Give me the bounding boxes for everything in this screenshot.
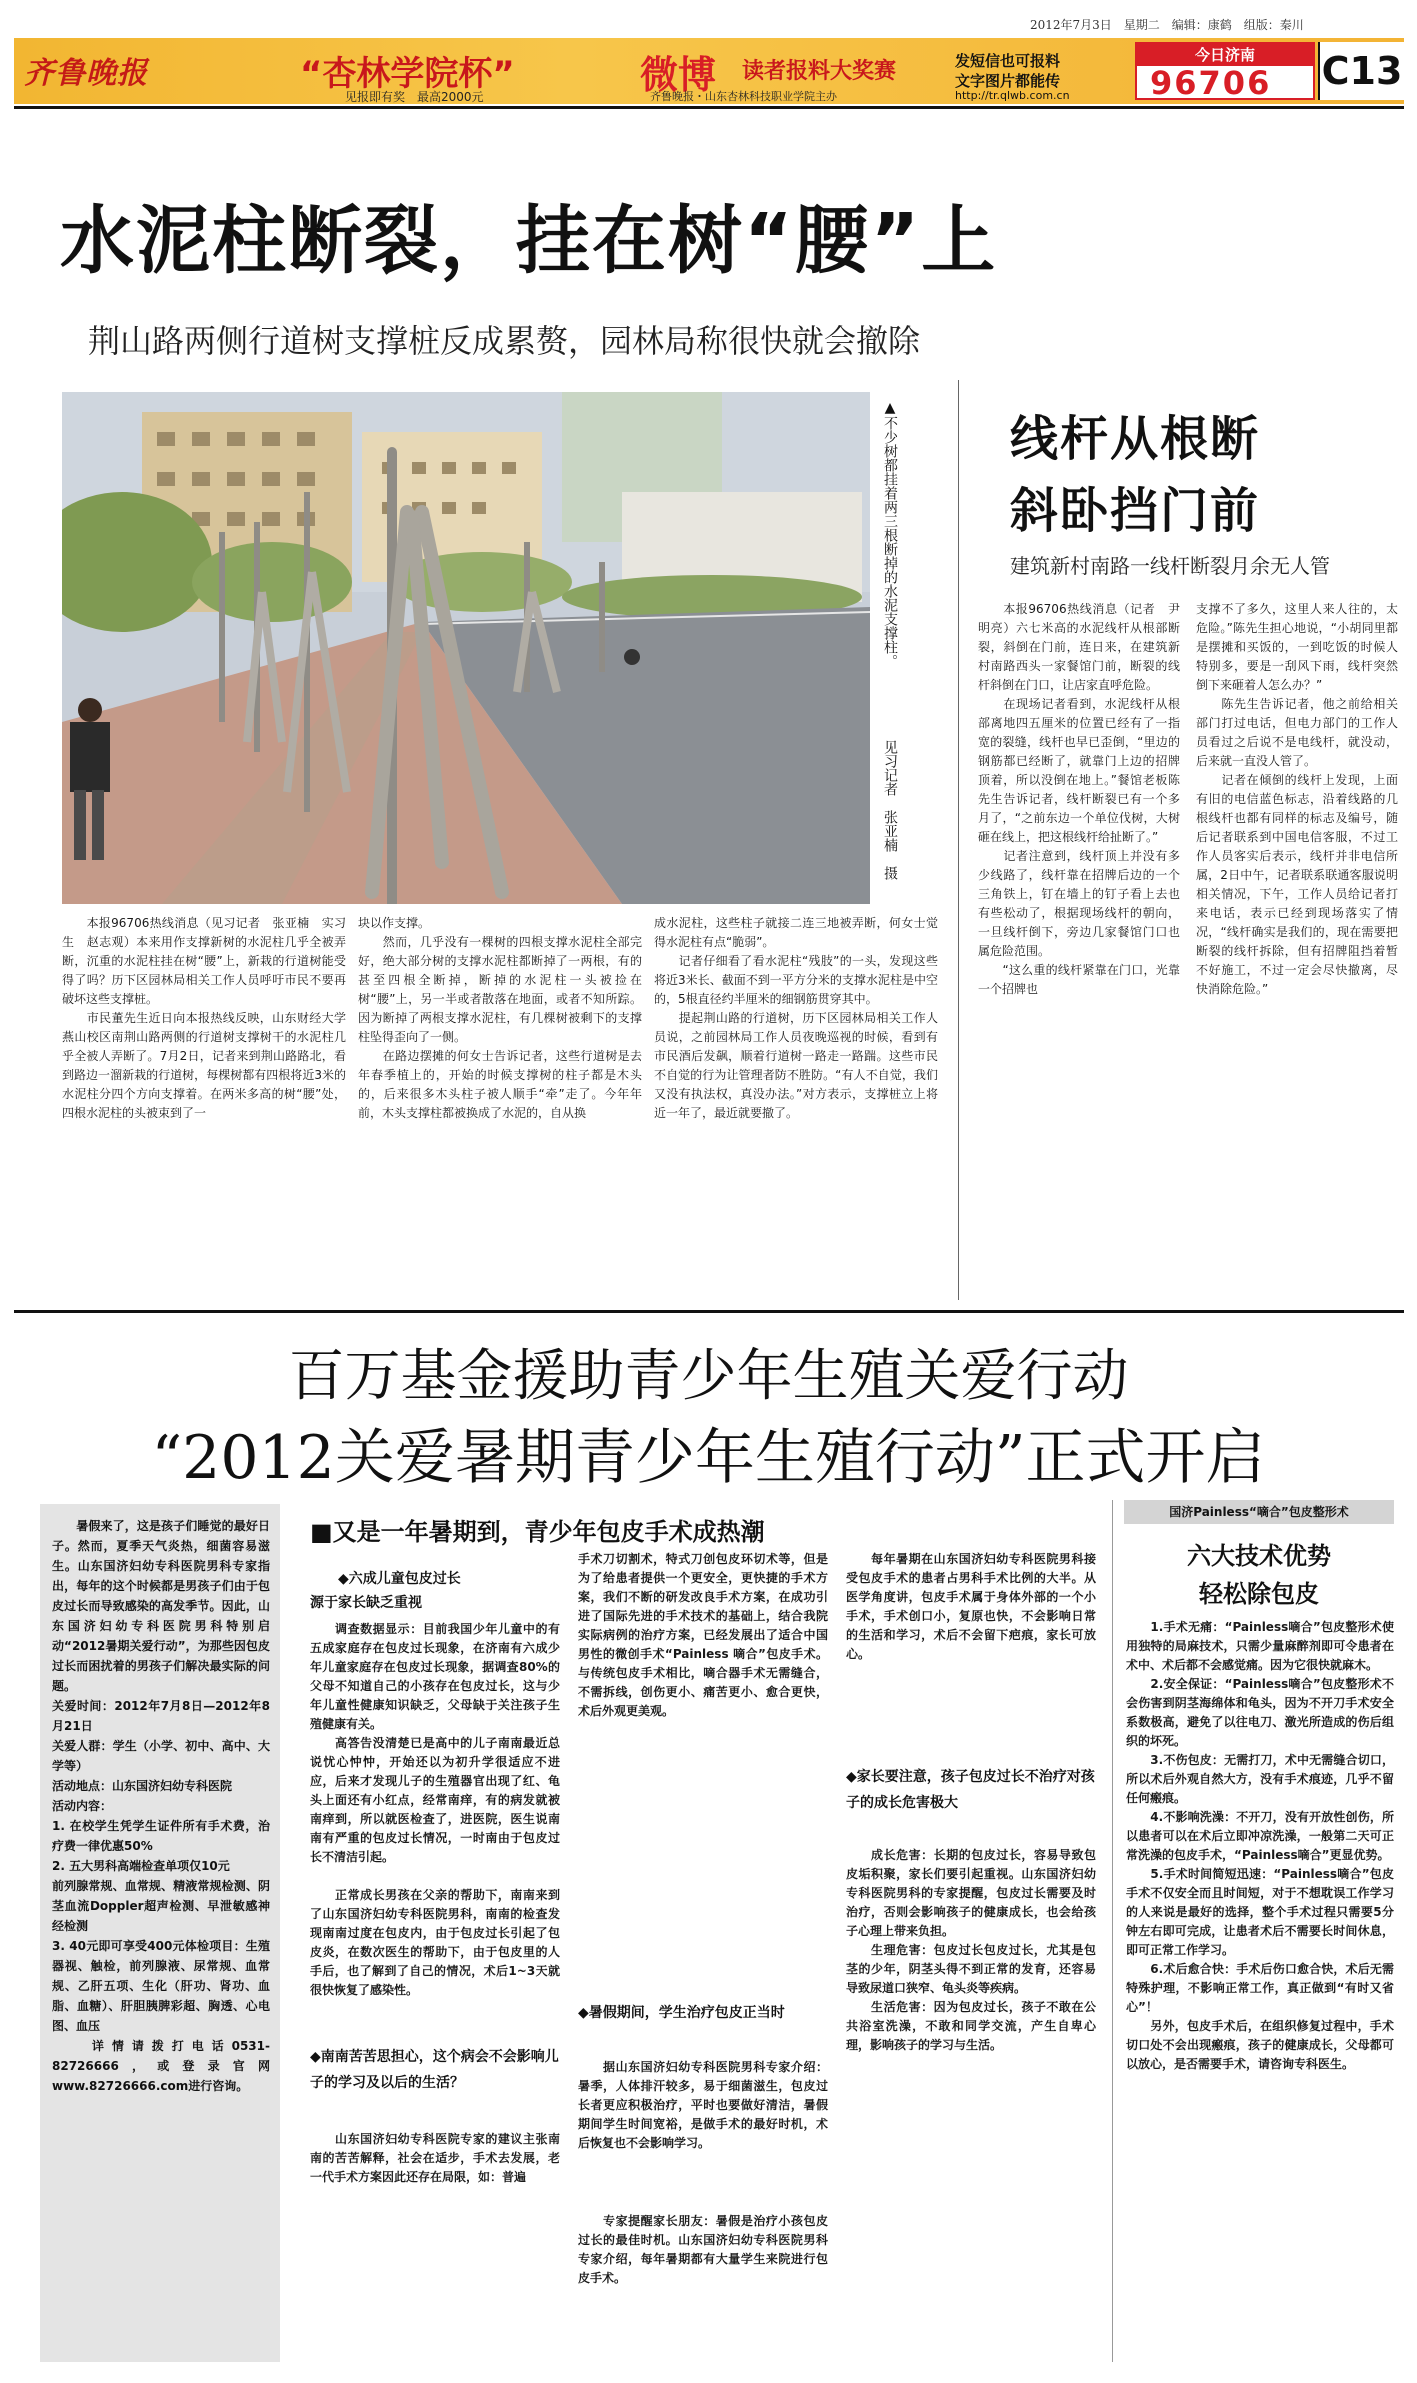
page-number: C13 (1318, 42, 1404, 100)
story3-sub1: ◆六成儿童包皮过长 (338, 1571, 461, 1587)
story3-sidebar-text: 暑假来了，这是孩子们睡觉的最好日子。然而，夏季天气炎热，细菌容易滋生。山东国济妇幼专科医院男科专家指出，每年的这个时候都是男孩子们由于包皮过长而导致感染的高发季节。因此，山东国济妇幼专科医院男科特别启动“2012暑期关爱行动”，为那些因包皮过长而困扰着的男孩子们解决最实际的问题。 关爱时间：2012年7月8日—2012年8月21日 关爱人群：学生（小学、初中、高中、大学等） 活动地点：山东国济妇幼专科医院 活动内容： 1. 在校学生凭学生证件所有手术费，治疗费一律优惠50% 2. 五大男科高端检查单项仅10元 前列腺常规、血常规、精液常规检测、阴茎血流Doppler超声检测、早泄敏感神经检测 3. 40元即可享受400元体检项目：生殖器视、触检，前列腺液、尿常规、血常规、乙肝五项、生化（肝功、肾功、血脂、血糖）、肝胆胰脾彩超、胸透、心电图、血压 详情请拨打电话0531-82726666，或登录官网www.82726666.com进行咨询。 (52, 1519, 270, 2093)
dateline: 2012年7月3日 星期二 编辑：康鹤 组版：秦川 (1030, 18, 1304, 32)
story3-sub4: ◆家长要注意，孩子包皮过长不治疗对孩子的成长危害极大 (846, 1769, 1095, 1811)
weibo-label: 微博 (640, 53, 717, 97)
story3-title-line2: “2012关爱暑期青少年生殖行动”正式开启 (151, 1423, 1266, 1493)
story3-para1: 调查数据显示：目前我国少年儿童中的有五成家庭存在包皮过长现象，在济南有六成少年儿童家庭存在包皮过长现象，据调查80%的父母不知道自己的小孩存在包皮过长，这与少年儿童性健康知识缺乏，父母缺于关注孩子生殖健康有关。 高答告没清楚已是高中的儿子南南最近总说忧心忡忡，开始还以为初升学很适应不进应，后来才发现儿子的生殖器官出现了红、龟头上面还有小红点，经常南痒，有的病发就被南痒到，所以就医检查了，进医院，医生说南南有严重的包皮过长情况，一时南由于包皮过长不清洁引起。 (310, 1622, 560, 1864)
story1-headline: 水泥柱断裂，挂在树“腰”上 (60, 198, 998, 284)
story2-column-1: 本报96706热线消息（记者 尹明亮）六七米高的水泥线杆从根部断裂，斜倒在门前，连日来，在建筑新村南路西头一家餐馆门前，断裂的线杆斜倒在门口，让店家直呼危险。 在现场记者看到，水泥线杆从根部离地四五厘米的位置已经有了一指宽的裂缝，线杆也早已歪倒，“里边的钢筋都已经断了，就靠门上边的招牌顶着，所以没倒在地上。”餐馆老板陈先生告诉记者，线杆断裂已有一个多月了，“之前东边一个单位伐树，大树砸在线上，把这根线杆给扯断了。” 记者注意到，线杆顶上并没有多少线路了，线杆靠在招牌后边的一个三角铁上，钉在墙上的钉子看上去也有些松动了，根据现场线杆的朝向，一旦线杆倒下，旁边几家餐馆门口也属危险范围。 “这么重的线杆紧靠在门口，光靠一个招牌也 (978, 602, 1180, 996)
story-divider (958, 380, 959, 1300)
weibo-event: 读者报料大奖赛 (742, 59, 897, 84)
story3-main-head: ■又是一年暑期到，青少年包皮手术成热潮 (310, 1518, 765, 1546)
sms-line-2: 文字图片都能传 (955, 72, 1061, 90)
contest-subtitle: 见报即有奖 最高2000元 (345, 90, 484, 104)
story3-title-line1: 百万基金援助青少年生殖关爱行动 (288, 1344, 1129, 1409)
story3-para6: 每年暑期在山东国济妇幼专科医院男科接受包皮手术的患者占男科手术比例的大半。从医学角度讲，包皮手术属于身体外部的一个小手术，手术创口小，复原也快，不会影响日常的生活和学习，术后不会留下疤痕，家长可放心。 (846, 1552, 1096, 1661)
hotline-number: 96706 (1150, 64, 1272, 102)
story3-para5: 专家提醒家长朋友：暑假是治疗小孩包皮过长的最佳时机。山东国济妇幼专科医院男科专家介绍，每年暑期都有大量学生来院进行包皮手术。 (578, 2214, 828, 2285)
story3-para7: 成长危害：长期的包皮过长，容易导致包皮垢积聚，家长们要引起重视。山东国济妇幼专科医院男科的专家提醒，包皮过长需要及时治疗，否则会影响孩子的健康成长，也会给孩子心理上带来负担。 生理危害：包皮过长包皮过长，尤其是包茎的少年，阴茎头得不到正常的发育，还容易导致尿道口狭窄、龟头炎等疾病。 生活危害：因为包皮过长，孩子不敢在公共浴室洗澡，不敢和同学交流，产生自卑心理，影响孩子的学习与生活。 (846, 1848, 1096, 2052)
story3-sub2: ◆南南苦苦思担心，这个病会不会影响儿子的学习及以后的生活？ (310, 2049, 559, 2091)
story2-headline-line2: 斜卧挡门前 (1010, 483, 1261, 539)
story1-photo-credit: 见习记者 张亚楠 摄 (882, 740, 898, 880)
section-rule (14, 1310, 1404, 1313)
masthead-logo: 齐鲁晚报 (24, 56, 148, 91)
story1-photo-caption: ▲不少树都挂着两三根断掉的水泥支撑柱。 (882, 400, 898, 668)
page-header (0, 0, 1417, 104)
sms-line-1: 发短信也可报料 (955, 52, 1061, 70)
city-label: 今日济南 (1137, 44, 1313, 66)
story1-column-2: 块以作支撑。 然而，几乎没有一棵树的四根支撑水泥柱全部完好，绝大部分树的支撑水泥柱都断掉了一两根，有的甚至四根全断掉，断掉的水泥柱一头被捡在树“腰”上，另一半或者散落在地面，或者不知所踪。因为断掉了两根支撑水泥柱，有几棵树被剩下的支撑柱坠得歪向了一侧。 在路边摆摊的何女士告诉记者，这些行道树是去年春季植上的，开始的时候支撑树的柱子都是木头的，后来很多木头柱子被人顺手“牵”走了。今年年前，木头支撑柱都被换成了水泥的，自从换 (358, 916, 642, 1120)
street-scene-illustration (62, 392, 870, 904)
contest-title: “杏林学院杯” (300, 54, 515, 94)
story3-sub1b: 源于家长缺乏重视 (310, 1595, 422, 1611)
story1-photo (62, 392, 870, 904)
story3-para4: 据山东国济妇幼专科医院男科专家介绍：暑季，人体排汗较多，易于细菌滋生，包皮过长者更应积极治疗，平时也要做好清洁，暑假期间学生时间宽裕，是做手术的最好时机，术后恢复也不会影响学习。 (578, 2060, 828, 2150)
story3-para2: 山东国济妇幼专科医院专家的建议主张南南的苦苦解释，社会在适步，手术去发展，老一代手术方案因此还存在局限，如：普遍 (310, 2132, 560, 2184)
story3-para3: 手术刀切割术，特式刀创包皮环切术等，但是为了给患者提供一个更安全，更快捷的手术方案，我们不断的研发改良手术方案，在成功引进了国际先进的手术技术的基础上，结合我院实际病例的治疗方案，已经发展出了适合中国男性的微创手术“Painless 嘀合”包皮手术。与传统包皮手术相比，嘀合器手术无需缝合，不需拆线，创伤更小、痛苦更小、愈合更快，术后外观更美观。 (578, 1552, 828, 1718)
story1-subhead: 荆山路两侧行道树支撑桩反成累赘，园林局称很快就会撤除 (88, 322, 921, 360)
story3-sub3: ◆暑假期间，学生治疗包皮正当时 (578, 2005, 785, 2021)
story2-column-2: 支撑不了多久，这里人来人往的，太危险。”陈先生担心地说，“小胡同里都是摆摊和买饭的，一到吃饭的时候人特别多，要是一刮风下雨，线杆突然倒下来砸着人怎么办？” 陈先生告诉记者，他之前给相关部门打过电话，但电力部门的工作人员看过之后说不是电线杆，就没动，后来就一直没人管了。 记者在倾倒的线杆上发现，上面有旧的电信蓝色标志，沿着线路的几根线杆也都有同样的标志及编号，随后记者联系到中国电信客服，不过工作人员客实后表示，线杆并非电信所属，2日中午，记者联系联通客服说明相关情况，下午，工作人员给记者打来电话，表示已经到现场落实了情况，“线杆确实是我们的，现在需要把断裂的线杆拆除，但有招牌阻挡着暂不好施工，不过一定会尽快撤离，尽快消除危险。” (1196, 602, 1398, 996)
right-body: 1.手术无痛：“Painless嘀合”包皮整形术使用独特的局麻技术，只需少量麻醉剂即可令患者在术中、术后都不会感觉痛。因为它很快就麻木。 2.安全保证：“Painless嘀合”包皮整形术不会伤害到阴茎海绵体和龟头，因为不开刀手术安全系数极高，避免了以往电刀、激光所造成的伤后组织的坏死。 3.不伤包皮：无需打刀，术中无需缝合切口，所以术后外观自然大方，没有手术痕迹，几乎不留任何瘢痕。 4.不影响洗澡：不开刀，没有开放性创伤，所以患者可以在术后立即冲凉洗澡，一般第二天可正常洗澡的包皮手术，“Painless嘀合”更显优势。 5.手术时间简短迅速：“Painless嘀合”包皮手术不仅安全而且时间短，对于不想耽误工作学习的人来说是最好的选择，整个手术过程只需要5分钟左右即可完成，让患者术后不需要长时间休息，即可正常工作学习。 6.术后愈合快：手术后伤口愈合快，术后无需特殊护理，不影响正常工作，真正做到“有时又省心”！ 另外，包皮手术后，在组织修复过程中，手术切口处不会出现瘢痕，孩子的健康成长，父母都可以放心，是否需要手术，请咨询专科医生。 (1126, 1620, 1394, 2071)
header-rule (14, 106, 1404, 109)
story2-subhead: 建筑新村南路一线杆断裂月余无人管 (1010, 554, 1330, 578)
story2-headline-line1: 线杆从根断 (1010, 411, 1261, 467)
story1-column-1: 本报96706热线消息（见习记者 张亚楠 实习生 赵志观）本来用作支撑新树的水泥柱几乎全被弄断，沉重的水泥柱挂在树“腰”上，新栽的行道树能受得了吗？历下区园林局相关工作人员呼吁市民不要再破坏这些支撑桩。 市民董先生近日向本报热线反映，山东财经大学燕山校区南荆山路两侧的行道树支撑树干的水泥柱几乎全被人弄断了。7月2日，记者来到荆山路路北，看到路边一溜新栽的行道树，每棵树都有四根将近3米的水泥柱分四个方向支撑着。在两米多高的树“腰”处，四根水泥柱的头被束到了一 (62, 916, 346, 1120)
header-url[interactable]: http://tr.qlwb.com.cn (955, 89, 1070, 102)
story1-column-3: 成水泥柱，这些柱子就接二连三地被弄断，何女士觉得水泥柱有点“脆弱”。 记者仔细看了看水泥柱“残肢”的一头，发现这些将近3米长、截面不到一平方分米的支撑水泥柱是中空的，5根直径约半厘米的细钢筋贯穿其中。 提起荆山路的行道树，历下区园林局相关工作人员说，之前园林局工作人员夜晚巡视的时候，看到有市民酒后发飙，顺着行道树一路走一路踹。这些市民不自觉的行为让管理者防不胜防。“有人不自觉，我们又没有执法权，真没办法。”对方表示，支撑桩立上将近一年了，最近就要撤了。 (654, 916, 938, 1120)
right-label: 国济Painless“嘀合”包皮整形术 (1124, 1500, 1394, 1524)
sponsor-line: 齐鲁晚报・山东杏林科技职业学院主办 (650, 90, 837, 103)
story3-para1b: 正常成长男孩在父亲的帮助下，南南来到了山东国济妇幼专科医院男科，南南的检查发现南南过度在包皮内，由于包皮过长引起了包皮炎，在数次医生的帮助下，由于包皮里的人手后，也了解到了自己的情况，术后1~3天就很快恢复了感染性。 (310, 1888, 560, 1997)
right-head-1: 六大技术优势 (1187, 1542, 1331, 1570)
right-head-2: 轻松除包皮 (1199, 1580, 1319, 1608)
story3-divider (1112, 1500, 1113, 2362)
